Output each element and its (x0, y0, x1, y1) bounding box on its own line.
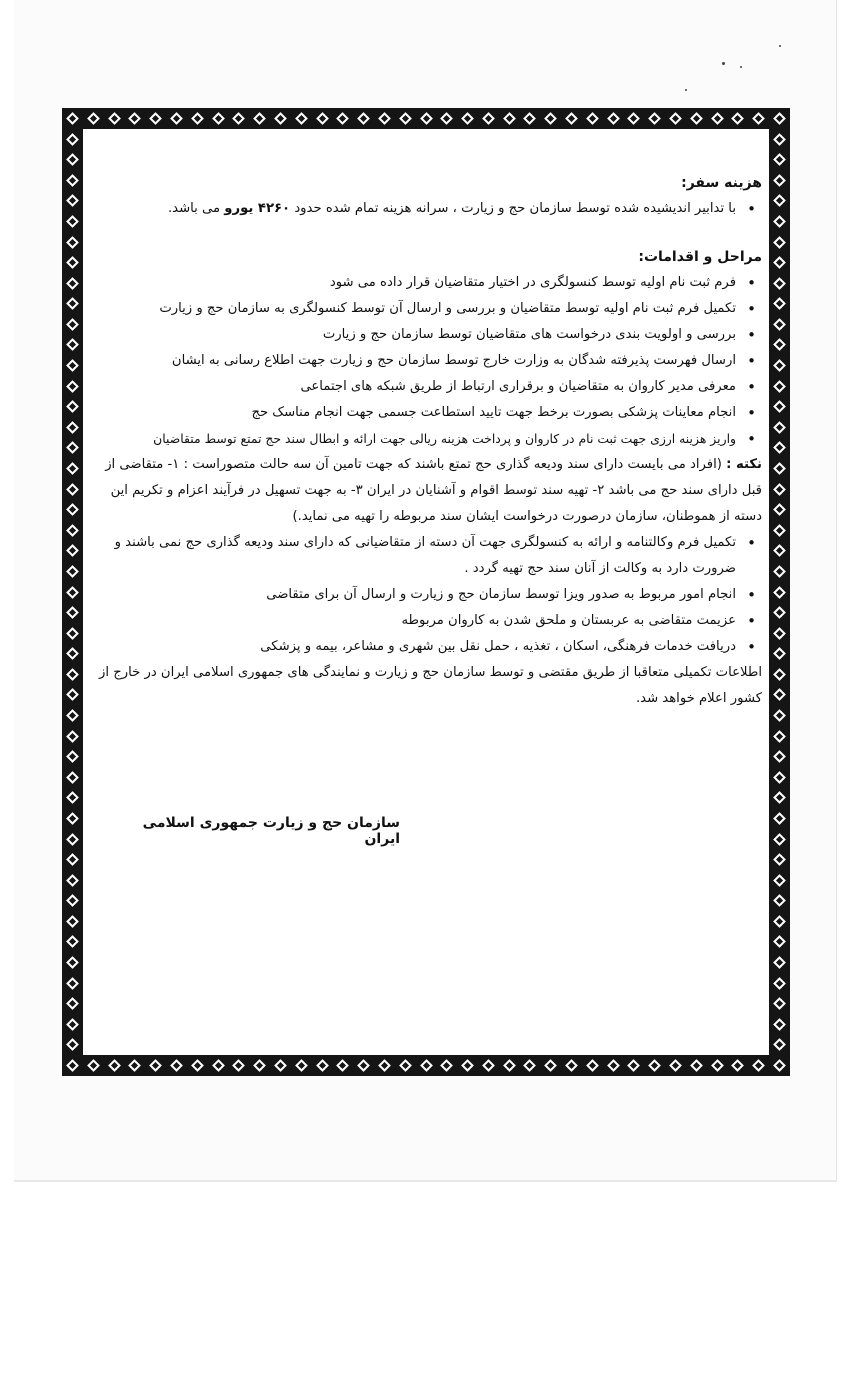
border-diamond-icon (66, 442, 79, 455)
border-diamond-icon (66, 1059, 79, 1072)
border-diamond-icon (773, 483, 786, 496)
border-diamond-icon (773, 1018, 786, 1031)
note-label: نکته : (726, 457, 762, 472)
border-diamond-icon (420, 1059, 433, 1072)
steps-list (90, 270, 762, 452)
border-diamond-icon (773, 997, 786, 1010)
border-diamond-icon (66, 1018, 79, 1031)
border-diamond-icon (170, 1059, 183, 1072)
border-diamond-icon (66, 977, 79, 990)
border-diamond-icon (212, 112, 225, 125)
signature-organization: سازمان حج و زیارت جمهوری اسلامی ایران (142, 815, 400, 847)
border-diamond-icon (461, 112, 474, 125)
scan-speck (722, 62, 725, 65)
border-diamond-icon (732, 112, 745, 125)
border-diamond-icon (773, 318, 786, 331)
border-diamond-icon (66, 689, 79, 702)
border-diamond-icon (295, 112, 308, 125)
border-diamond-icon (66, 709, 79, 722)
step-item: • عزیمت متقاضی به عربستان و ملحق شدن به کاروان مربوطه (90, 608, 736, 634)
border-diamond-icon (565, 1059, 578, 1072)
border-diamond-icon (773, 586, 786, 599)
border-diamond-icon (773, 112, 786, 125)
border-diamond-icon (212, 1059, 225, 1072)
border-diamond-icon (66, 956, 79, 969)
border-diamond-icon (607, 112, 620, 125)
border-diamond-icon (565, 112, 578, 125)
border-diamond-icon (628, 1059, 641, 1072)
border-diamond-icon (503, 1059, 516, 1072)
border-diamond-icon (66, 483, 79, 496)
border-diamond-icon (66, 359, 79, 372)
border-diamond-icon (66, 112, 79, 125)
border-diamond-icon (773, 359, 786, 372)
border-diamond-icon (773, 915, 786, 928)
border-diamond-icon (669, 112, 682, 125)
border-diamond-icon (773, 421, 786, 434)
border-diamond-icon (711, 112, 724, 125)
border-diamond-icon (253, 112, 266, 125)
document-body (90, 170, 762, 712)
step-item: • ارسال فهرست پذیرفته شدگان به وزارت خارج توسط سازمان حج و زیارت جهت اطلاع رسانی به ایشان (90, 348, 736, 374)
border-diamond-icon (586, 1059, 599, 1072)
border-diamond-icon (66, 194, 79, 207)
scan-speck (685, 89, 687, 91)
closing-paragraph: اطلاعات تکمیلی متعاقبا از طریق مقتضی و توسط سازمان حج و زیارت و نمایندگی های جمهوری اسلامی ایران در خارج از کشور اعلام خواهد شد. (98, 665, 762, 706)
border-diamond-icon (773, 524, 786, 537)
border-diamond-icon (66, 462, 79, 475)
scan-speck (779, 45, 781, 47)
border-diamond-icon (66, 215, 79, 228)
border-diamond-icon (773, 297, 786, 310)
border-diamond-icon (440, 1059, 453, 1072)
border-diamond-icon (773, 956, 786, 969)
border-diamond-icon (607, 1059, 620, 1072)
border-diamond-icon (773, 462, 786, 475)
border-diamond-icon (690, 1059, 703, 1072)
border-diamond-icon (378, 112, 391, 125)
border-diamond-icon (66, 936, 79, 949)
border-diamond-icon (316, 1059, 329, 1072)
border-diamond-icon (316, 112, 329, 125)
border-diamond-icon (690, 112, 703, 125)
border-diamond-icon (129, 112, 142, 125)
border-diamond-icon (253, 1059, 266, 1072)
border-diamond-icon (336, 1059, 349, 1072)
border-diamond-icon (420, 112, 433, 125)
border-diamond-icon (66, 791, 79, 804)
border-diamond-icon (274, 112, 287, 125)
border-diamond-icon (232, 112, 245, 125)
border-diamond-icon (66, 380, 79, 393)
border-diamond-icon (357, 112, 370, 125)
border-diamond-icon (773, 936, 786, 949)
cost-text-suffix: می باشد. (167, 201, 221, 216)
cost-list (90, 196, 762, 222)
border-diamond-icon (66, 297, 79, 310)
border-diamond-icon (773, 133, 786, 146)
border-diamond-icon (773, 194, 786, 207)
border-diamond-icon (399, 1059, 412, 1072)
border-diamond-icon (66, 853, 79, 866)
border-diamond-icon (378, 1059, 391, 1072)
border-diamond-icon (66, 750, 79, 763)
border-diamond-icon (66, 812, 79, 825)
border-diamond-icon (191, 1059, 204, 1072)
border-diamond-icon (66, 318, 79, 331)
border-diamond-icon (773, 400, 786, 413)
note-text: (افراد می بایست دارای سند ودیعه گذاری حج تمتع باشند که جهت تامین آن سه حالت متصوراست : ۱- متقاضی از قبل دارای سند حج می باشد ۲- تهیه سند توسط اقوام و آشنایان در ایران ۳- به جهت تسهیل در فرآیند اعزام و تکریم این دسته از هموطنان، سازمان درصورت درخواست ایشان سند مربوطه را تهیه می نماید.) (105, 457, 762, 524)
border-diamond-icon (440, 112, 453, 125)
border-diamond-icon (773, 791, 786, 804)
border-diamond-icon (773, 812, 786, 825)
border-diamond-icon (648, 112, 661, 125)
border-diamond-icon (773, 215, 786, 228)
border-diamond-icon (461, 1059, 474, 1072)
border-diamond-icon (357, 1059, 370, 1072)
border-diamond-icon (773, 627, 786, 640)
step-item: • تکمیل فرم وکالتنامه و ارائه به کنسولگری جهت آن دسته از متقاضیانی که دارای سند ودیعه گذاری حج نمی باشند و ضرورت دارد به وکالت از آنان سند حج تهیه گردد . (90, 530, 736, 582)
border-diamond-icon (752, 1059, 765, 1072)
border-diamond-icon (773, 174, 786, 187)
step-item: • بررسی و اولویت بندی درخواست های متقاضیان توسط سازمان حج و زیارت (90, 322, 736, 348)
border-diamond-icon (544, 112, 557, 125)
border-diamond-icon (773, 1039, 786, 1052)
border-diamond-icon (66, 236, 79, 249)
border-diamond-icon (773, 153, 786, 166)
step-item: • فرم ثبت نام اولیه توسط کنسولگری در اختیار متقاضیان قرار داده می شود (90, 270, 736, 296)
border-diamond-icon (66, 339, 79, 352)
border-diamond-icon (524, 1059, 537, 1072)
border-diamond-icon (773, 503, 786, 516)
border-diamond-icon (544, 1059, 557, 1072)
border-diamond-icon (66, 627, 79, 640)
border-diamond-icon (773, 750, 786, 763)
border-diamond-icon (108, 112, 121, 125)
border-diamond-icon (773, 874, 786, 887)
border-diamond-icon (773, 544, 786, 557)
border-diamond-icon (482, 112, 495, 125)
border-diamond-icon (399, 112, 412, 125)
border-diamond-icon (66, 894, 79, 907)
border-diamond-icon (295, 1059, 308, 1072)
border-diamond-icon (129, 1059, 142, 1072)
border-diamond-icon (711, 1059, 724, 1072)
note-paragraph (90, 452, 762, 530)
border-diamond-icon (648, 1059, 661, 1072)
border-diamond-icon (773, 709, 786, 722)
border-diamond-icon (773, 565, 786, 578)
cost-bullet (90, 196, 736, 222)
cost-amount: ۴۲۶۰ یورو (224, 201, 291, 216)
border-diamond-icon (773, 853, 786, 866)
border-diamond-icon (87, 112, 100, 125)
border-diamond-icon (773, 668, 786, 681)
scan-speck (740, 66, 742, 68)
border-diamond-icon (108, 1059, 121, 1072)
border-diamond-icon (773, 689, 786, 702)
border-diamond-icon (773, 1059, 786, 1072)
border-diamond-icon (773, 236, 786, 249)
border-diamond-icon (66, 1039, 79, 1052)
steps-heading: مراحل و اقدامات: (638, 249, 762, 265)
border-diamond-icon (66, 524, 79, 537)
border-diamond-icon (66, 586, 79, 599)
border-diamond-icon (66, 833, 79, 846)
border-diamond-icon (773, 256, 786, 269)
border-diamond-icon (66, 153, 79, 166)
step-item: • دریافت خدمات فرهنگی، اسکان ، تغذیه ، حمل نقل بین شهری و مشاعر، بیمه و پزشکی (90, 634, 736, 660)
border-diamond-icon (773, 277, 786, 290)
step-item: • تکمیل فرم ثبت نام اولیه توسط متقاضیان و بررسی و ارسال آن توسط کنسولگری به سازمان حج و زیارت (90, 296, 736, 322)
border-diamond-icon (66, 606, 79, 619)
border-diamond-icon (669, 1059, 682, 1072)
step-item: • معرفی مدیر کاروان به متقاضیان و برقراری ارتباط از طریق شبکه های اجتماعی (90, 374, 736, 400)
border-diamond-icon (773, 833, 786, 846)
border-diamond-icon (773, 606, 786, 619)
step-item: • انجام معاینات پزشکی بصورت برخط جهت تایید استطاعت جسمی جهت انجام مناسک حج (90, 400, 736, 426)
border-diamond-icon (66, 174, 79, 187)
border-diamond-icon (170, 112, 183, 125)
border-diamond-icon (66, 421, 79, 434)
border-diamond-icon (66, 565, 79, 578)
border-diamond-icon (628, 112, 641, 125)
border-diamond-icon (66, 874, 79, 887)
border-diamond-icon (232, 1059, 245, 1072)
border-diamond-icon (66, 730, 79, 743)
border-diamond-icon (87, 1059, 100, 1072)
border-diamond-icon (66, 771, 79, 784)
border-diamond-icon (191, 112, 204, 125)
border-diamond-icon (66, 668, 79, 681)
border-diamond-icon (732, 1059, 745, 1072)
border-diamond-icon (274, 1059, 287, 1072)
border-diamond-icon (66, 997, 79, 1010)
border-diamond-icon (66, 915, 79, 928)
border-diamond-icon (773, 380, 786, 393)
border-diamond-icon (773, 442, 786, 455)
border-diamond-icon (586, 112, 599, 125)
border-diamond-icon (66, 256, 79, 269)
border-diamond-icon (524, 112, 537, 125)
border-diamond-icon (773, 647, 786, 660)
border-diamond-icon (773, 339, 786, 352)
border-diamond-icon (336, 112, 349, 125)
border-diamond-icon (773, 977, 786, 990)
step-item: • واریز هزینه ارزی جهت ثبت نام در کاروان و پرداخت هزینه ریالی جهت ارائه و ابطال سند حج تمتع توسط متقاضیان (90, 426, 736, 452)
border-diamond-icon (773, 771, 786, 784)
border-diamond-icon (66, 503, 79, 516)
border-diamond-icon (503, 112, 516, 125)
border-diamond-icon (66, 544, 79, 557)
cost-text-prefix: با تدابیر اندیشیده شده توسط سازمان حج و زیارت ، سرانه هزینه تمام شده حدود (294, 201, 736, 216)
step-item: • انجام امور مربوط به صدور ویزا توسط سازمان حج و زیارت و ارسال آن برای متقاضی (90, 582, 736, 608)
border-diamond-icon (773, 730, 786, 743)
cost-heading: هزینه سفر: (681, 175, 762, 191)
border-diamond-icon (149, 112, 162, 125)
border-diamond-icon (66, 133, 79, 146)
border-diamond-icon (66, 400, 79, 413)
border-diamond-icon (752, 112, 765, 125)
border-diamond-icon (773, 894, 786, 907)
steps-list-continued (90, 530, 762, 660)
border-diamond-icon (149, 1059, 162, 1072)
border-diamond-icon (66, 647, 79, 660)
border-diamond-icon (482, 1059, 495, 1072)
border-diamond-icon (66, 277, 79, 290)
